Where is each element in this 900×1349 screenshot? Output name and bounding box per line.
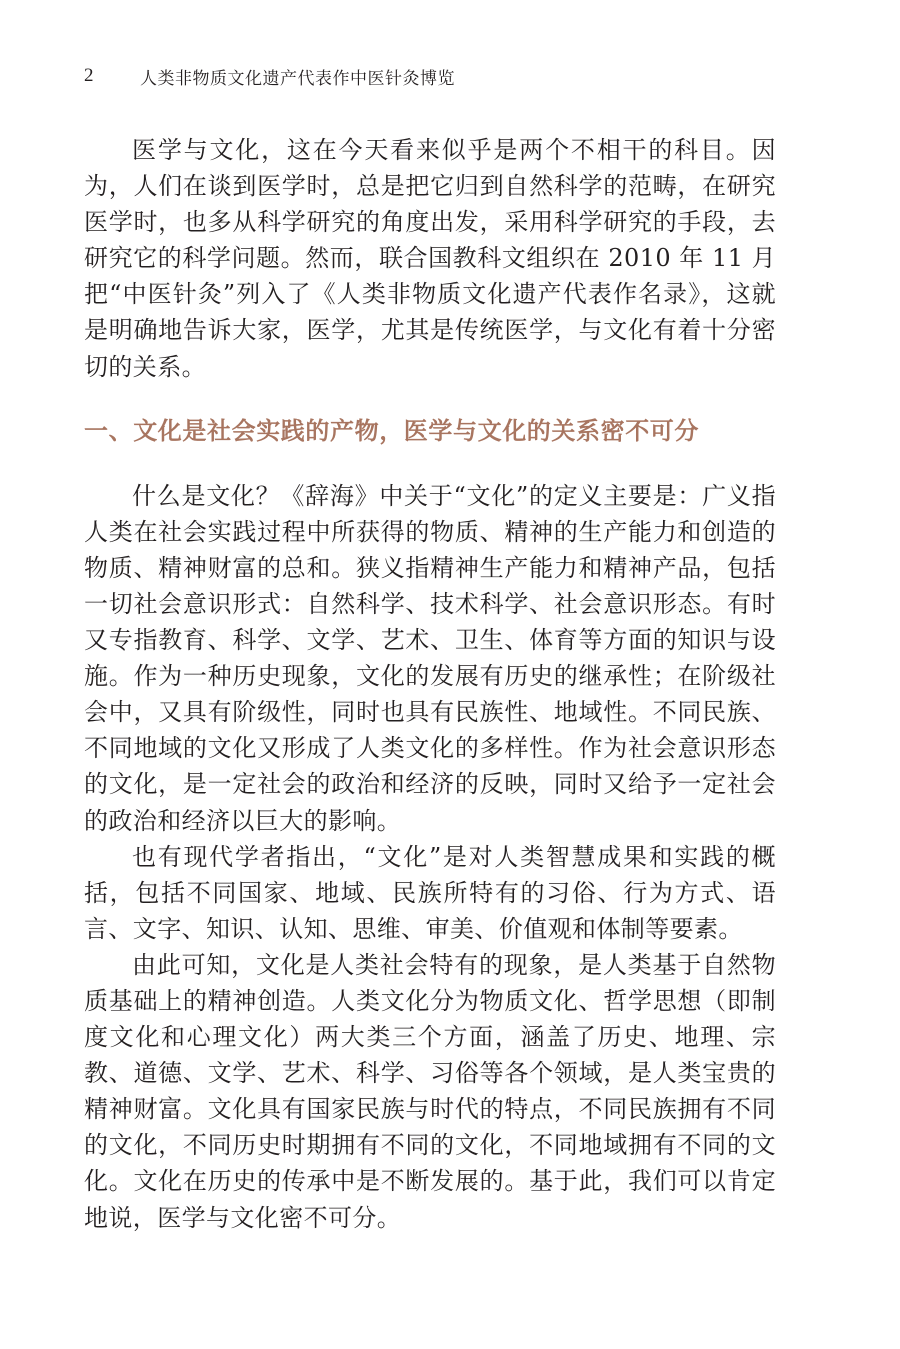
page-body [84, 132, 776, 1236]
body-paragraph-definition: 什么是文化？《辞海》中关于“文化”的定义主要是：广义指人类在社会实践过程中所获得的物质、精神的生产能力和创造的物质、精神财富的总和。狭义指精神生产能力和精神产品，包括一切社会意识形式：自然科学、技术科学、社会意识形态。有时又专指教育、科学、文学、艺术、卫生、体育等方面的知识与设施。作为一种历史现象，文化的发展有历史的继承性；在阶级社会中，又具有阶级性，同时也具有民族性、地域性。不同民族、不同地域的文化又形成了人类文化的多样性。作为社会意识形态的文化，是一定社会的政治和经济的反映，同时又给予一定社会的政治和经济以巨大的影响。 [84, 481, 776, 835]
section-heading: 一、文化是社会实践的产物，医学与文化的关系密不可分 [84, 416, 699, 445]
body-paragraph-conclusion: 由此可知，文化是人类社会特有的现象，是人类基于自然物质基础上的精神创造。人类文化分为物质文化、哲学思想（即制度文化和心理文化）两大类三个方面，涵盖了历史、地理、宗教、道德、文学、艺术、科学、习俗等各个领域，是人类宝贵的精神财富。文化具有国家民族与时代的特点，不同民族拥有不同的文化，不同历史时期拥有不同的文化，不同地域拥有不同的文化。文化在历史的传承中是不断发展的。基于此，我们可以肯定地说，医学与文化密不可分。 [84, 950, 776, 1232]
intro-paragraph: 医学与文化，这在今天看来似乎是两个不相干的科目。因为，人们在谈到医学时，总是把它归到自然科学的范畴，在研究医学时，也多从科学研究的角度出发，采用科学研究的手段，去研究它的科学问题。然而，联合国教科文组织在 2010 年 11 月把“中医针灸”列入了《人类非物质文化遗产代表作名录》，这就是明确地告诉大家，医学，尤其是传统医学，与文化有着十分密切的关系。 [84, 136, 776, 381]
running-header [84, 62, 455, 90]
body-paragraph-modern-view: 也有现代学者指出，“文化”是对人类智慧成果和实践的概括，包括不同国家、地域、民族所特有的习俗、行为方式、语言、文字、知识、认知、思维、审美、价值观和体制等要素。 [84, 842, 776, 943]
page-number: 2 [84, 65, 94, 86]
book-title: 人类非物质文化遗产代表作中医针灸博览 [140, 68, 455, 89]
